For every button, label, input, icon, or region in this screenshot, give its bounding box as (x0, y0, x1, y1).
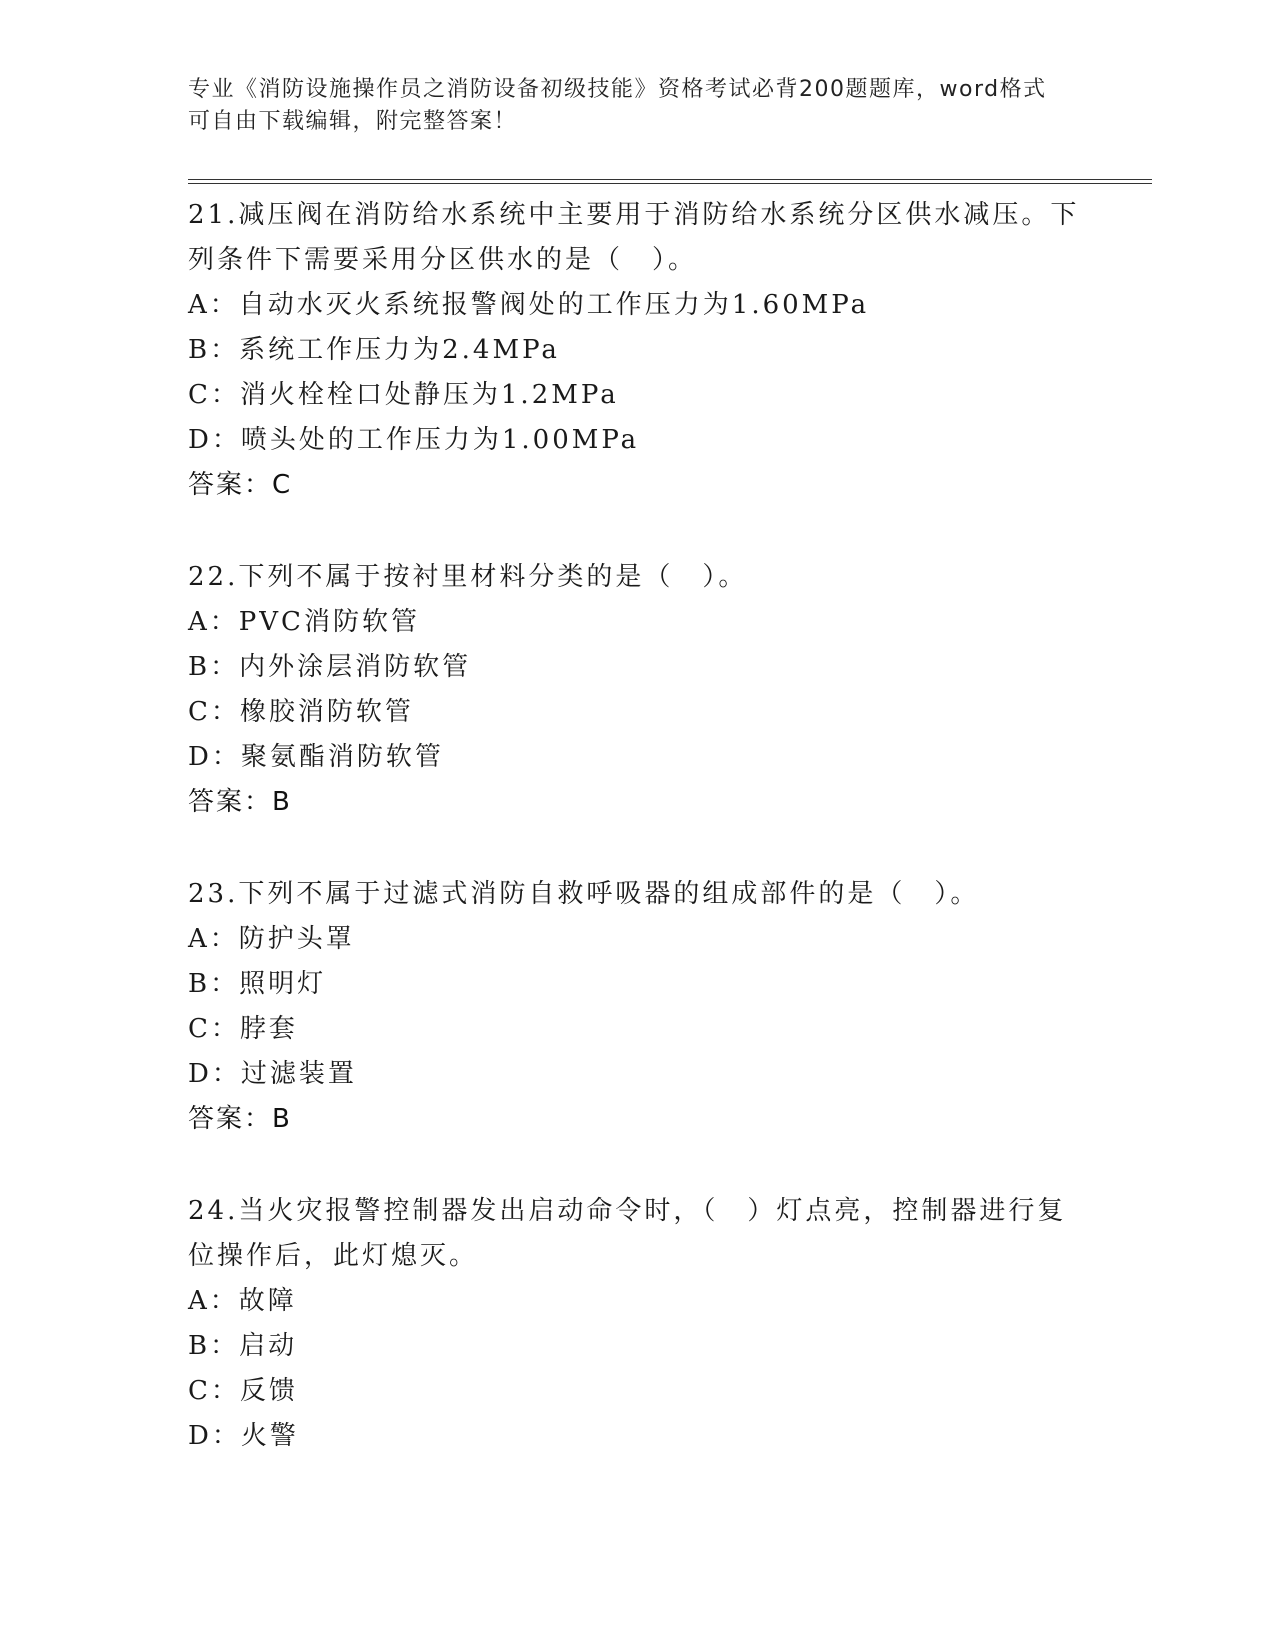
document-header: 专业《消防设施操作员之消防设备初级技能》资格考试必背200题题库，word格式可自由下载编辑，附完整答案！ (188, 77, 1047, 134)
header-divider-top (188, 179, 1152, 180)
option-d: D：喷头处的工作压力为1.00MPa (188, 425, 640, 455)
option-c: C：反馈 (188, 1376, 298, 1406)
question-22 (188, 555, 1088, 825)
option-d: D：火警 (188, 1421, 299, 1451)
option-c: C：消火栓栓口处静压为1.2MPa (188, 380, 619, 410)
option-b: B：系统工作压力为2.4MPa (188, 335, 560, 365)
question-stem: 23.下列不属于过滤式消防自救呼吸器的组成部件的是（ ）。 (188, 879, 980, 909)
answer-label: 答案：B (188, 1104, 292, 1134)
question-list (188, 193, 1088, 1506)
option-d: D：过滤装置 (188, 1059, 357, 1089)
question-21 (188, 193, 1088, 508)
option-a: A：PVC消防软管 (188, 607, 420, 637)
option-d: D：聚氨酯消防软管 (188, 742, 444, 772)
question-stem: 22.下列不属于按衬里材料分类的是（ ）。 (188, 562, 748, 592)
answer-label: 答案：B (188, 787, 292, 817)
option-c: C：脖套 (188, 1014, 298, 1044)
option-b: B：照明灯 (188, 969, 327, 999)
answer-label: 答案：C (188, 470, 293, 500)
option-a: A：自动水灭火系统报警阀处的工作压力为1.60MPa (188, 290, 870, 320)
header-divider-bottom (188, 183, 1152, 184)
question-23 (188, 872, 1088, 1142)
question-stem: 21.减压阀在消防给水系统中主要用于消防给水系统分区供水减压。下列条件下需要采用分区供水的是（ ）。 (188, 200, 1080, 275)
option-a: A：防护头罩 (188, 924, 355, 954)
question-stem: 24.当火灾报警控制器发出启动命令时，（ ）灯点亮，控制器进行复位操作后，此灯熄灭。 (188, 1196, 1067, 1271)
option-b: B：内外涂层消防软管 (188, 652, 472, 682)
option-a: A：故障 (188, 1286, 297, 1316)
option-b: B：启动 (188, 1331, 298, 1361)
question-24 (188, 1189, 1088, 1459)
option-c: C：橡胶消防软管 (188, 697, 414, 727)
